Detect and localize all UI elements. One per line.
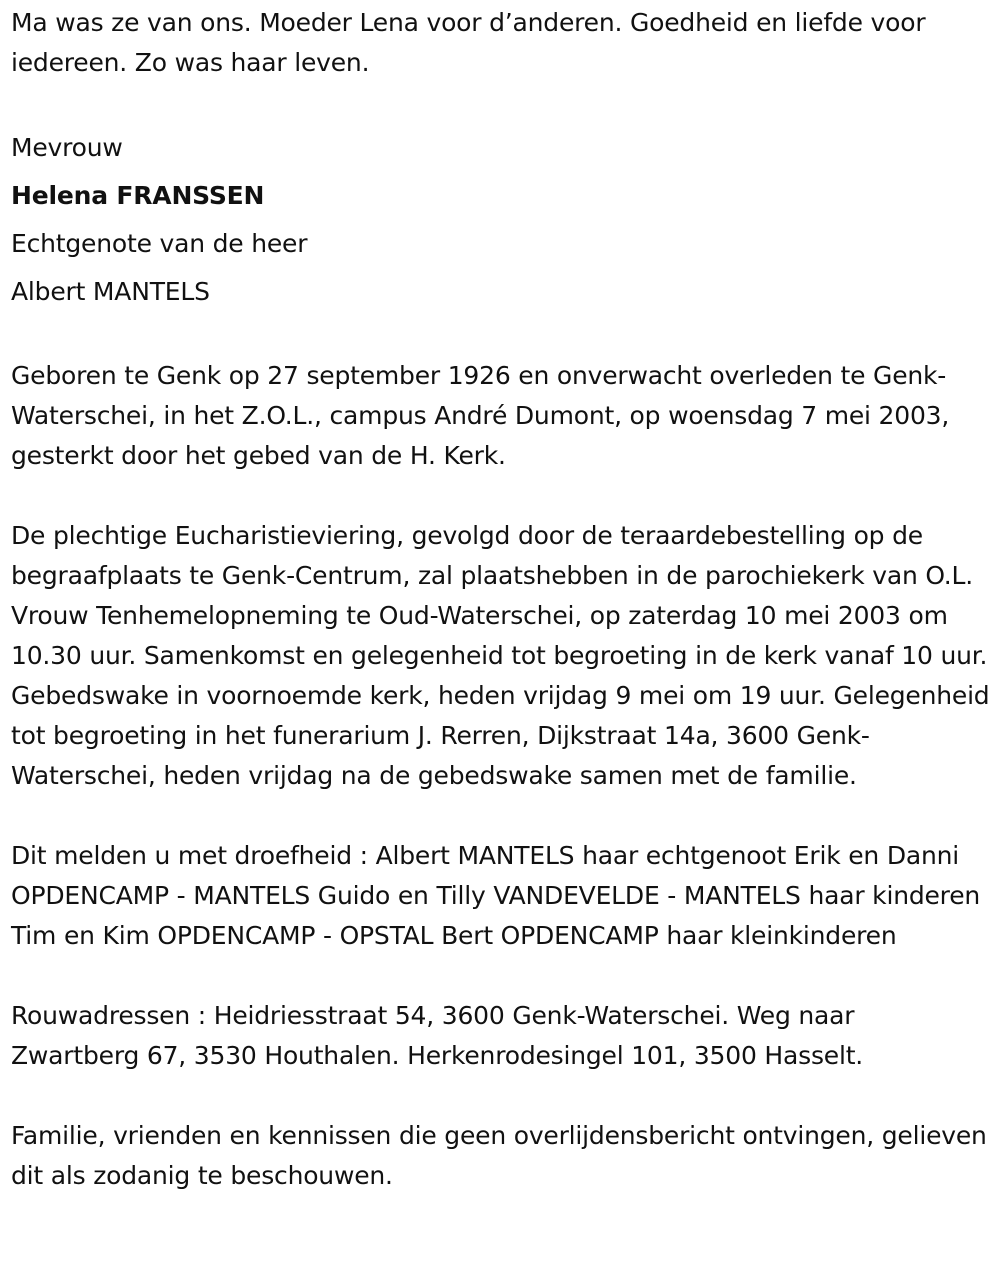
closing-paragraph: Familie, vrienden en kennissen die geen overlijdensbericht ontvingen, gelieven dit als zodanig te beschouwen. [11,1121,987,1190]
deceased-name: Helena FRANSSEN [11,181,265,210]
spacer [11,1076,990,1116]
spacer [11,796,990,836]
family-paragraph: Dit melden u met droefheid : Albert MANTELS haar echtgenoot Erik en Danni OPDENCAMP - MANTELS Guido en Tilly VANDEVELDE - MANTELS haar kinderen Tim en Kim OPDENCAMP - OPSTAL Bert OPDENCAMP haar kleinkinderen [11,841,981,950]
salutation: Mevrouw [11,133,123,162]
ceremony-paragraph: De plechtige Eucharistieviering, gevolgd door de teraardebestelling op de begraafplaats te Genk-Centrum, zal plaatshebben in de parochiekerk van O.L. Vrouw Tenhemelopneming te Oud-Waterschei, op zaterdag 10 mei 2003 om 10.30 uur. Samenkomst en gelegenheid tot begroeting in de kerk vanaf 10 uur. Gebedswake in voornoemde kerk, heden vrijdag 9 mei om 19 uur. Gelegenheid tot begroeting in het funerarium J. Rerren, Dijkstraat 14a, 3600 Genk-Waterschei, heden vrijdag na de gebedswake samen met de familie. [11,521,990,790]
intro-text: Ma was ze van ons. Moeder Lena voor d’anderen. Goedheid en liefde voor iedereen. Zo was haar leven. [11,8,926,77]
spacer [11,956,990,996]
person-block [11,124,990,316]
birth-death-paragraph: Geboren te Genk op 27 september 1926 en onverwacht overleden te Genk-Waterschei, in het Z.O.L., campus André Dumont, op woensdag 7 mei 2003, gesterkt door het gebed van de H. Kerk. [11,361,950,470]
relation-line-1: Echtgenote van de heer [11,229,308,258]
spacer [11,316,990,356]
spacer [11,83,990,123]
addresses-paragraph: Rouwadressen : Heidriesstraat 54, 3600 Genk-Waterschei. Weg naar Zwartberg 67, 3530 Houthalen. Herkenrodesingel 101, 3500 Hasselt. [11,1001,864,1070]
spacer [11,476,990,516]
relation-line-2: Albert MANTELS [11,277,210,306]
